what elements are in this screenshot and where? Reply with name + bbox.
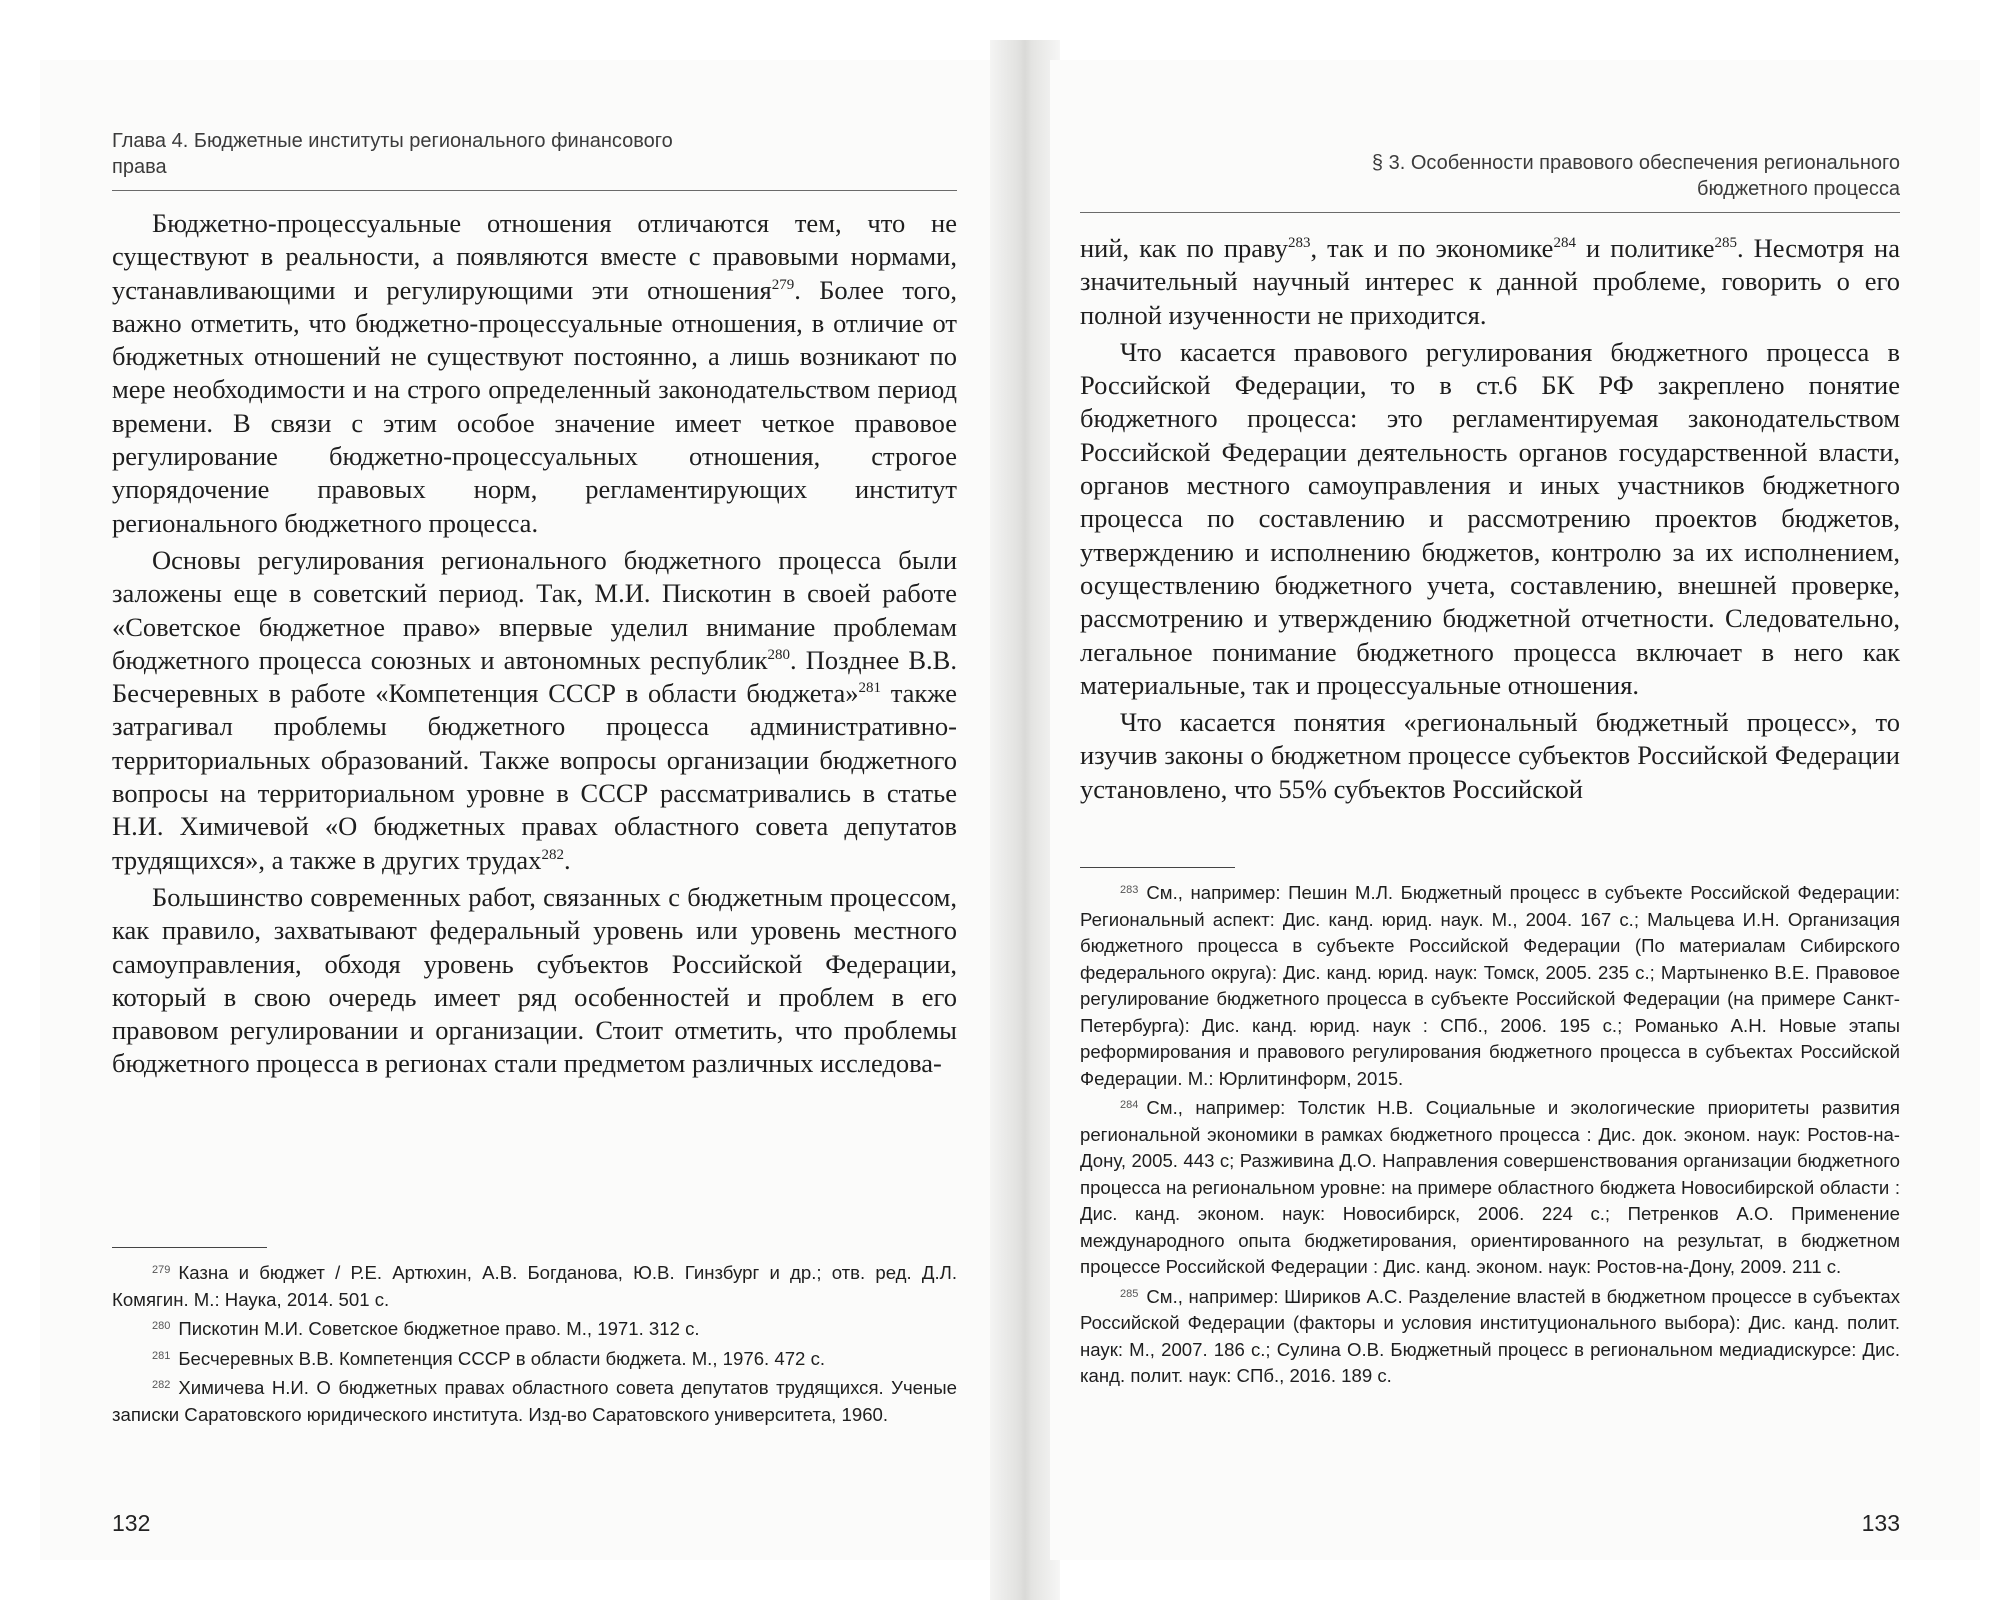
footnote-rule [112, 1247, 267, 1248]
right-page [1050, 60, 1980, 1560]
running-head-left: Глава 4. Бюджетные институты регионального финансового права [112, 130, 673, 178]
paragraph: Основы регулирования регионального бюджетного процесса были заложены еще в советский период. Так, М.И. Пискотин в своей работе «Советское бюджетное право» впервые уделил внимание проблемам бюджетного процесса союзных и автономных республик$^{280}$. Позднее В.В. Бесчеревных в работе «Компетенция СССР в области бюджета»$^{281}$ также затрагивал проблемы бюджетного процесса административно-территориальных образований. Также вопросы организации бюджетного вопросы на территориальном уровне в СССР рассматривались в статье Н.И. Химичевой «О бюджетных правах областного совета депутатов трудящихся», а также в других трудах$^{282}$. [112, 544, 958, 875]
footnote: $^{282}$ Химичева Н.И. О бюджетных правах областного совета депутатов трудящихся. Ученые записки Саратовского юридического института. Изд-во Саратовского университета, 1960. [112, 1377, 957, 1425]
footnotes [112, 1257, 957, 1428]
paragraph: Что касается понятия «региональный бюджетный процесс», то изучив законы о бюджетном процессе субъектов Российской Федерации установлено, что 55% субъектов Российской [1080, 707, 1900, 804]
paragraph: Бюджетно-процессуальные отношения отличаются тем, что не существуют в реальности, а появляются вместе с правовыми нормами, устанавливающими и регулирующими эти отношения$^{279}$. Более того, важно отметить, что бюджетно-процессуальные отношения, в отличие от бюджетных отношений не существуют постоянно, а лишь возникают по мере необходимости и на строго определенный законодательством период времени. В связи с этим особое значение имеет четкое правовое регулирование бюджетно-процессуальных отношения, строгое упорядочение правовых норм, регламентирующих институт регионального бюджетного процесса. [112, 208, 957, 538]
footnote-ref: 279 [771, 276, 795, 293]
footnote-ref: 283 [1287, 235, 1311, 251]
footnote: $^{280}$ Пискотин М.И. Советское бюджетное право. М., 1971. 312 с. [152, 1318, 700, 1339]
footnote: $^{283}$ См., например: Пешин М.Л. Бюджетный процесс в субъекте Российской Федерации: Региональный аспект: Дис. канд. юрид. наук. М., 2004. 167 с.; Мальцева И.Н. Организация бюджетного процесса в субъекте Российской Федерации (По материалам Сибирского федерального округа): Дис. канд. юрид. наук: Томск, 2005. 235 с.; Мартыненко В.Е. Правовое регулирование бюджетного процесса в субъекте Российской Федерации (на примере Санкт-Петербурга): Дис. канд. юрид. наук : СПб., 2006. 195 с.; Романько А.Н. Новые этапы реформирования и правового регулирования бюджетного процесса в субъектах Российской Федерации. М.: Юрлитинформ, 2015. [1080, 882, 1900, 1089]
running-head-right: § 3. Особенности правового обеспечения регионального бюджетного процесса [1371, 152, 1900, 200]
header-rule [112, 190, 957, 191]
footnote-ref: 284 [1553, 235, 1576, 251]
footnote: $^{281}$ Бесчеревных В.В. Компетенция СССР в области бюджета. М., 1976. 472 с. [152, 1347, 826, 1369]
paragraph: Что касается правового регулирования бюджетного процесса в Российской Федерации, то в ст.6 БК РФ закреплено понятие бюджетного процесса: это регламентируемая законодательством Российской Федерации деятельность органов государственной власти, органов местного самоуправления и иных участников бюджетного процесса по составлению и рассмотрению проектов бюджетов, утверждению и исполнению бюджетов, контролю за их исполнением, осуществлению бюджетного учета, составлению, внешней проверке, рассмотрению и утверждению бюджетной отчетности. Следовательно, легальное понимание бюджетного процесса включает в него как материальные, так и процессуальные отношения. [1080, 336, 1900, 700]
footnote-ref: 285 [1714, 235, 1737, 251]
footnotes [1080, 877, 1900, 1390]
left-page [40, 60, 1000, 1560]
footnote-ref: 282 [541, 846, 564, 863]
body-text [112, 207, 957, 1081]
body-text [1080, 232, 1900, 806]
footnote: $^{285}$ См., например: Шириков А.С. Разделение властей в бюджетном процессе в субъектах Российской Федерации (факторы и условия институционального выбора): Дис. канд. полит. наук: М., 2007. 186 с.; Сулина О.В. Бюджетный процесс в региональном медиадискурсе: Дис. канд. полит. наук: СПб., 2016. 189 с. [1080, 1285, 1900, 1386]
footnote-ref: 281 [858, 680, 881, 697]
page-number: 133 [1861, 1510, 1900, 1536]
page-number: 132 [112, 1510, 151, 1536]
footnote-ref: 280 [767, 646, 790, 663]
paragraph: ний, как по праву$^{283}$, так и по экономике$^{284}$ и политике$^{285}$. Несмотря на значительный научный интерес к данной проблеме, говорить о его полной изученности не приходится. [1080, 233, 1900, 330]
footnote: $^{279}$ Казна и бюджет / Р.Е. Артюхин, А.В. Богданова, Ю.В. Гинзбург и др.; отв. ред. Д.Л. Комягин. М.: Наука, 2014. 501 с. [112, 1262, 957, 1310]
footnote: $^{284}$ См., например: Толстик Н.В. Социальные и экологические приоритеты развития региональной экономики в рамках бюджетного процесса : Дис. док. эконом. наук: Ростов-на-Дону, 2005. 443 с; Разживина Д.О. Направления совершенствования организации бюджетного процесса на региональном уровне: на примере областного бюджета Новосибирской области : Дис. канд. эконом. наук: Новосибирск, 2006. 224 с.; Петренков А.О. Применение международного опыта бюджетирования, ориентированного на результат, в бюджетном процессе Российской Федерации : Дис. канд. эконом. наук: Ростов-на-Дону, 2009. 211 с. [1080, 1097, 1900, 1277]
paragraph: Большинство современных работ, связанных с бюджетным процессом, как правило, захватывают федеральный уровень или уровень местного самоуправления, обходя уровень субъектов Российской Федерации, который в свою очередь имеет ряд особенностей и проблем в его правовом регулировании и организации. Стоит отметить, что проблемы бюджетного процесса в регионах стали предметом различных исследова- [112, 881, 957, 1079]
header-rule [1080, 212, 1900, 213]
footnote-rule [1080, 867, 1235, 868]
